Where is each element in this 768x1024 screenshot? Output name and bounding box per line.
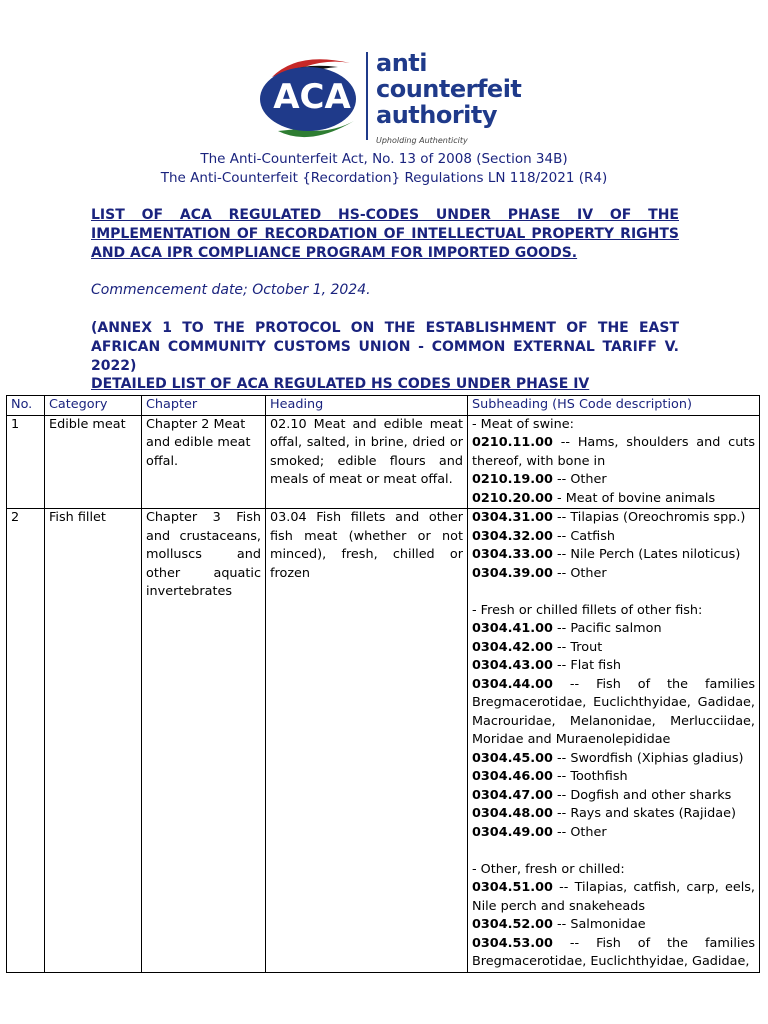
hs-code-description: -- Nile Perch (Lates niloticus) bbox=[552, 547, 741, 562]
hs-code-entry bbox=[472, 805, 755, 824]
hs-code-entry bbox=[472, 916, 755, 935]
hs-code-description: -- Tilapias, catfish, carp, eels, Nile perch and snakeheads bbox=[472, 880, 755, 914]
col-header-chapter: Chapter bbox=[142, 396, 266, 416]
hs-code-description: -- Catfish bbox=[552, 528, 615, 544]
hs-code-description: -- Tilapias (Oreochromis spp.) bbox=[552, 510, 746, 525]
row-subheading bbox=[468, 415, 760, 509]
hs-code: 0304.31.00 bbox=[472, 510, 553, 525]
hs-code: 0304.53.00 bbox=[472, 935, 553, 951]
hs-code-entry bbox=[472, 750, 755, 769]
row-chapter: Chapter 2 Meat and edible meat offal. bbox=[142, 415, 266, 509]
logo-word-counterfeit: counterfeit bbox=[376, 75, 522, 103]
hs-code-description: -- Other bbox=[552, 472, 607, 487]
subheading-gap bbox=[472, 842, 755, 861]
hs-code-description: -- Other bbox=[552, 565, 607, 581]
hs-code-entry bbox=[472, 471, 755, 490]
row-chapter: Chapter 3 Fish and crustaceans, molluscs and other aquatic invertebrates bbox=[142, 509, 266, 973]
hs-code: 0304.41.00 bbox=[472, 621, 553, 636]
aca-abbr-graphic bbox=[262, 75, 362, 115]
svg-text:ACA: ACA bbox=[273, 77, 351, 115]
hs-codes-table bbox=[6, 395, 760, 973]
act-reference: The Anti-Counterfeit Act, No. 13 of 2008 (Section 34B) bbox=[200, 151, 568, 167]
hs-code-description: -- Hams, shoulders and cuts thereof, with bone in bbox=[472, 435, 755, 469]
hs-code-entry bbox=[472, 861, 755, 880]
hs-code: 0304.43.00 bbox=[472, 658, 553, 673]
row-heading: 02.10 Meat and edible meat offal, salted, in brine, dried or smoked; edible flours and meals of meat or meat offal. bbox=[266, 415, 468, 509]
hs-code: 0304.48.00 bbox=[472, 806, 553, 821]
row-no: 2 bbox=[7, 509, 45, 973]
hs-code-description: - Meat of swine: bbox=[472, 416, 574, 432]
row-subheading bbox=[468, 509, 760, 973]
row-heading: 03.04 Fish fillets and other fish meat (whether or not minced), fresh, chilled or frozen bbox=[266, 509, 468, 973]
hs-code: 0304.47.00 bbox=[472, 787, 553, 803]
logo-word-authority: authority bbox=[376, 101, 498, 129]
hs-code-entry bbox=[472, 657, 755, 676]
hs-code-description: - Meat of bovine animals bbox=[552, 490, 716, 506]
hs-code-description: -- Flat fish bbox=[552, 658, 622, 673]
row-category: Fish fillet bbox=[45, 509, 142, 973]
hs-code-description: -- Fish of the families Bregmacerotidae, Euclichthyidae, Gadidae, Macrouridae, Melanonidae, Merlucciidae, Moridae and Muraenolepididae bbox=[472, 676, 755, 747]
table-row bbox=[7, 415, 760, 509]
hs-code-description: - Other, fresh or chilled: bbox=[472, 861, 625, 877]
hs-code-entry bbox=[472, 935, 755, 972]
hs-code-entry bbox=[472, 602, 755, 621]
hs-code-entry bbox=[472, 676, 755, 750]
subheading-gap bbox=[472, 583, 755, 602]
hs-code-entry bbox=[472, 509, 755, 528]
hs-code-entry bbox=[472, 620, 755, 639]
hs-code-entry bbox=[472, 434, 755, 471]
table-header-row bbox=[7, 396, 760, 416]
logo-word-anti: anti bbox=[376, 49, 427, 77]
hs-code-entry bbox=[472, 824, 755, 843]
hs-code: 0304.52.00 bbox=[472, 917, 553, 932]
hs-code-description: - Fresh or chilled fillets of other fish: bbox=[472, 602, 703, 618]
hs-code: 0304.44.00 bbox=[472, 676, 553, 692]
hs-code-description: -- Other bbox=[552, 824, 607, 840]
logo-divider bbox=[366, 52, 368, 140]
hs-code: 0304.49.00 bbox=[472, 824, 553, 840]
hs-code-entry bbox=[472, 565, 755, 584]
hs-code-entry bbox=[472, 768, 755, 787]
hs-code-description: -- Salmonidae bbox=[552, 917, 646, 932]
hs-code-entry bbox=[472, 787, 755, 806]
logo-wordmark bbox=[376, 50, 521, 128]
hs-code: 0304.33.00 bbox=[472, 547, 553, 562]
col-header-no: No. bbox=[7, 396, 45, 416]
hs-code: 0304.51.00 bbox=[472, 880, 553, 895]
hs-code-description: -- Trout bbox=[552, 639, 603, 655]
row-category: Edible meat bbox=[45, 415, 142, 509]
hs-code: 0210.20.00 bbox=[472, 490, 553, 506]
hs-code-description: -- Pacific salmon bbox=[552, 621, 662, 636]
hs-code-entry bbox=[472, 528, 755, 547]
hs-code: 0304.32.00 bbox=[472, 528, 553, 544]
logo-tagline: Upholding Authenticity bbox=[376, 136, 468, 145]
col-header-subheading: Subheading (HS Code description) bbox=[468, 396, 760, 416]
hs-code-entry bbox=[472, 416, 755, 435]
hs-code-description: -- Swordfish (Xiphias gladius) bbox=[552, 750, 744, 766]
regulations-reference: The Anti-Counterfeit {Recordation} Regulations LN 118/2021 (R4) bbox=[160, 170, 608, 186]
hs-code-description: -- Fish of the families Bregmacerotidae, Euclichthyidae, Gadidae, bbox=[472, 935, 755, 969]
hs-code: 0304.46.00 bbox=[472, 769, 553, 784]
table-row bbox=[7, 509, 760, 973]
hs-code-entry bbox=[472, 639, 755, 658]
hs-code-entry bbox=[472, 546, 755, 565]
hs-code: 0304.39.00 bbox=[472, 565, 553, 581]
commencement-date: Commencement date; October 1, 2024. bbox=[91, 282, 371, 298]
hs-code: 0210.19.00 bbox=[472, 472, 553, 487]
aca-logo bbox=[258, 49, 522, 150]
hs-code: 0210.11.00 bbox=[472, 435, 553, 450]
hs-code-description: -- Rays and skates (Rajidae) bbox=[552, 806, 736, 821]
hs-code-description: -- Toothfish bbox=[552, 769, 628, 784]
row-no: 1 bbox=[7, 415, 45, 509]
col-header-category: Category bbox=[45, 396, 142, 416]
hs-code-entry bbox=[472, 879, 755, 916]
annex-reference: (ANNEX 1 TO THE PROTOCOL ON THE ESTABLISHMENT OF THE EAST AFRICAN COMMUNITY CUSTOMS UNION - COMMON EXTERNAL TARIFF V. 2022) bbox=[91, 320, 679, 374]
hs-code-description: -- Dogfish and other sharks bbox=[552, 787, 732, 803]
hs-code: 0304.42.00 bbox=[472, 639, 553, 655]
list-title: DETAILED LIST OF ACA REGULATED HS CODES UNDER PHASE IV bbox=[91, 376, 590, 392]
hs-code: 0304.45.00 bbox=[472, 750, 553, 766]
hs-code-entry bbox=[472, 490, 755, 509]
document-title: LIST OF ACA REGULATED HS-CODES UNDER PHASE IV OF THE IMPLEMENTATION OF RECORDATION OF INTELLECTUAL PROPERTY RIGHTS AND ACA IPR COMPLIANCE PROGRAM FOR IMPORTED GOODS. bbox=[91, 207, 679, 261]
col-header-heading: Heading bbox=[266, 396, 468, 416]
